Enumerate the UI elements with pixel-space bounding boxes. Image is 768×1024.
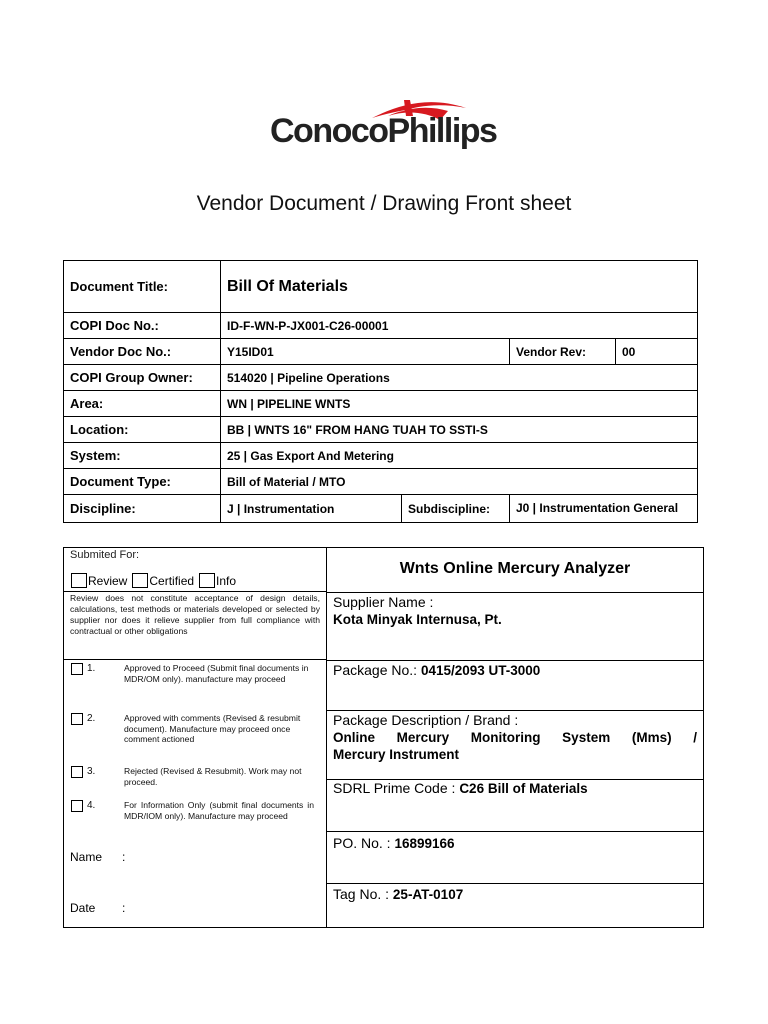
approval-3-checkbox[interactable]: [71, 766, 83, 778]
sdrl-field: [333, 780, 697, 797]
name-field[interactable]: [70, 850, 126, 864]
logo-wordmark: ConocoPhillips: [270, 112, 497, 150]
approval-item-1: [71, 663, 321, 684]
system-label: System:: [64, 443, 221, 469]
document-type-value: Bill of Material / MTO: [221, 469, 698, 495]
discipline-label: Discipline:: [64, 495, 221, 523]
submission-section: [63, 547, 704, 928]
subdiscipline-label: Subdiscipline:: [402, 495, 510, 523]
divider: [64, 659, 326, 660]
document-title-label: Document Title:: [64, 261, 221, 313]
supplier-field: [333, 594, 697, 628]
location-label: Location:: [64, 417, 221, 443]
document-type-label: Document Type:: [64, 469, 221, 495]
vendor-doc-no-label: Vendor Doc No.:: [64, 339, 221, 365]
table-row: [64, 417, 698, 443]
system-value: 25 | Gas Export And Metering: [221, 443, 698, 469]
table-row: [64, 495, 698, 523]
divider: [327, 831, 703, 832]
option-info[interactable]: [199, 573, 236, 588]
table-row: [64, 313, 698, 339]
table-row: [64, 443, 698, 469]
tag-label: Tag No. :: [333, 886, 393, 902]
copi-group-owner-value: 514020 | Pipeline Operations: [221, 365, 698, 391]
package-no-value: 0415/2093 UT-3000: [420, 663, 541, 678]
approval-4-text: For Information Only (submit final documents in MDR/IOM only). Manufacture may proceed: [124, 800, 314, 821]
date-field[interactable]: [70, 901, 126, 915]
page-title: Vendor Document / Drawing Front sheet: [196, 192, 572, 215]
submitted-for-options: [71, 573, 241, 588]
table-row: [64, 261, 698, 313]
package-panel: [327, 548, 703, 927]
date-label: Date: [70, 901, 96, 915]
approval-2-text: Approved with comments (Revised & resubmit document). Manufacture may proceed once comment actioned: [124, 713, 301, 745]
package-description-label: Package Description / Brand :: [333, 712, 519, 728]
name-label: Name: [70, 850, 103, 864]
approval-4-number: 4.: [87, 800, 96, 811]
approval-item-2: [71, 713, 321, 745]
tag-field: [333, 886, 697, 903]
package-no-field: [333, 662, 697, 679]
document-title-value: Bill Of Materials: [221, 261, 698, 313]
package-description-field: [333, 712, 697, 763]
table-row: [64, 365, 698, 391]
vendor-rev-label: Vendor Rev:: [510, 339, 616, 364]
subdiscipline-value: J0 | Instrumentation General: [510, 495, 698, 523]
option-review[interactable]: [71, 573, 127, 588]
table-row: [64, 391, 698, 417]
approval-1-checkbox[interactable]: [71, 663, 83, 675]
approval-1-text: Approved to Proceed (Submit final documents in MDR/OM only). manufacture may proceed: [124, 663, 309, 684]
discipline-value: J | Instrumentation: [221, 495, 402, 523]
supplier-label: Supplier Name :: [333, 594, 434, 610]
package-description-line2: Mercury Instrument: [333, 747, 460, 762]
vendor-rev-value: 00: [622, 344, 636, 359]
certified-checkbox[interactable]: [132, 573, 148, 588]
divider: [327, 660, 703, 661]
tag-value: 25-AT-0107: [392, 887, 464, 902]
option-review-label: Review: [88, 573, 128, 588]
approval-3-number: 3.: [87, 766, 96, 777]
vendor-doc-no-value: Y15ID01: [221, 339, 510, 365]
approval-4-checkbox[interactable]: [71, 800, 83, 812]
approval-item-3: [71, 766, 321, 787]
po-field: [333, 835, 697, 852]
company-logo: [270, 98, 500, 158]
approval-item-4: [71, 800, 321, 821]
info-checkbox[interactable]: [199, 573, 215, 588]
vendor-rev-cell: [510, 339, 698, 365]
copi-doc-no-value: ID-F-WN-P-JX001-C26-00001: [221, 313, 698, 339]
po-value: 16899166: [394, 836, 455, 851]
option-certified[interactable]: [132, 573, 194, 588]
name-colon: :: [122, 850, 126, 864]
divider: [327, 883, 703, 884]
area-value: WN | PIPELINE WNTS: [221, 391, 698, 417]
approval-2-checkbox[interactable]: [71, 713, 83, 725]
date-colon: :: [122, 901, 126, 915]
document-info-table: [63, 260, 698, 523]
copi-doc-no-label: COPI Doc No.:: [64, 313, 221, 339]
table-row: [64, 469, 698, 495]
sdrl-label: SDRL Prime Code :: [333, 780, 460, 796]
submission-panel: [64, 548, 327, 927]
table-row: [64, 339, 698, 365]
supplier-value: Kota Minyak Internusa, Pt.: [333, 612, 502, 627]
divider: [64, 591, 326, 592]
divider: [327, 592, 703, 593]
copi-group-owner-label: COPI Group Owner:: [64, 365, 221, 391]
approval-2-number: 2.: [87, 713, 96, 724]
approval-1-number: 1.: [87, 663, 96, 674]
location-value: BB | WNTS 16" FROM HANG TUAH TO SSTI-S: [221, 417, 698, 443]
option-certified-label: Certified: [149, 573, 195, 588]
sdrl-value: C26 Bill of Materials: [459, 781, 588, 796]
package-title: Wnts Online Mercury Analyzer: [399, 560, 631, 577]
po-label: PO. No. :: [333, 835, 395, 851]
package-no-label: Package No.:: [333, 662, 421, 678]
submitted-for-label: Submited For:: [70, 549, 140, 561]
review-disclaimer: Review does not constitute acceptance of design details, calculations, test methods or materials developed or selected by supplier nor does it relieve supplier from full compliance with contractual or other obligations: [70, 593, 320, 636]
divider: [327, 710, 703, 711]
package-description-line1: Online Mercury Monitoring System (Mms) /: [333, 730, 697, 745]
approval-3-text: Rejected (Revised & Resubmit). Work may not proceed.: [124, 766, 302, 787]
review-checkbox[interactable]: [71, 573, 87, 588]
option-info-label: Info: [216, 573, 237, 588]
area-label: Area:: [64, 391, 221, 417]
